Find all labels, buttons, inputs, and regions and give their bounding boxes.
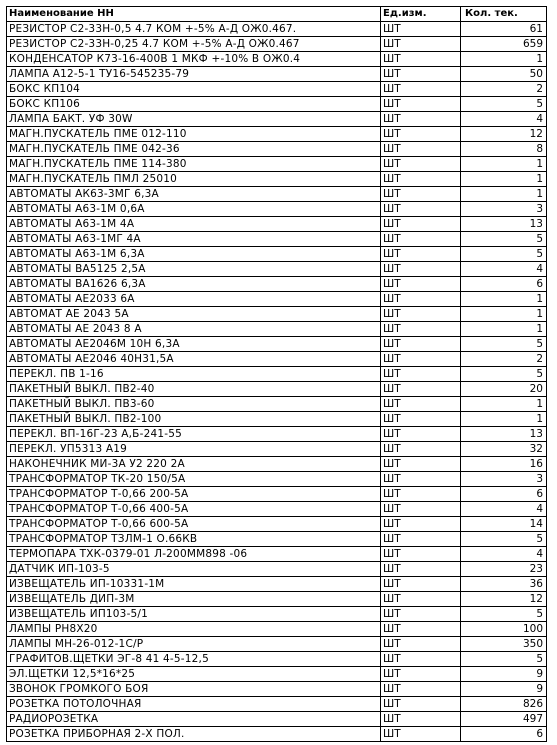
table-row bbox=[7, 22, 547, 37]
cell-unit: ШТ bbox=[381, 82, 461, 97]
cell-qty: 1 bbox=[461, 52, 547, 67]
cell-unit: ШТ bbox=[381, 202, 461, 217]
cell-unit: ШТ bbox=[381, 52, 461, 67]
cell-unit: ШТ bbox=[381, 592, 461, 607]
cell-unit: ШТ bbox=[381, 247, 461, 262]
cell-qty: 3 bbox=[461, 202, 547, 217]
table-row bbox=[7, 142, 547, 157]
table-row bbox=[7, 202, 547, 217]
header-row bbox=[7, 7, 547, 22]
cell-unit: ШТ bbox=[381, 502, 461, 517]
cell-qty: 2 bbox=[461, 82, 547, 97]
table-row bbox=[7, 382, 547, 397]
cell-unit: ШТ bbox=[381, 547, 461, 562]
cell-qty: 5 bbox=[461, 337, 547, 352]
table-row bbox=[7, 352, 547, 367]
table-row bbox=[7, 157, 547, 172]
table-row bbox=[7, 412, 547, 427]
cell-unit: ШТ bbox=[381, 322, 461, 337]
cell-unit: ШТ bbox=[381, 382, 461, 397]
table-row bbox=[7, 667, 547, 682]
cell-name: ИЗВЕЩАТЕЛЬ ИП103-5/1 bbox=[7, 607, 381, 622]
cell-unit: ШТ bbox=[381, 262, 461, 277]
cell-name: ЗВОНОК ГРОМКОГО БОЯ bbox=[7, 682, 381, 697]
table-row bbox=[7, 322, 547, 337]
table-row bbox=[7, 37, 547, 52]
cell-name: КОНДЕНСАТОР К73-16-400В 1 МКФ +-10% В ОЖ0.4 bbox=[7, 52, 381, 67]
cell-name: ЛАМПЫ МН-26-012-1С/Р bbox=[7, 637, 381, 652]
table-row bbox=[7, 652, 547, 667]
table-row bbox=[7, 337, 547, 352]
cell-unit: ШТ bbox=[381, 337, 461, 352]
cell-name: МАГН.ПУСКАТЕЛЬ ПМЕ 012-110 bbox=[7, 127, 381, 142]
cell-name: АВТОМАТЫ АК63-3МГ 6,3А bbox=[7, 187, 381, 202]
cell-unit: ШТ bbox=[381, 667, 461, 682]
table-row bbox=[7, 277, 547, 292]
cell-unit: ШТ bbox=[381, 697, 461, 712]
table-row bbox=[7, 502, 547, 517]
cell-qty: 5 bbox=[461, 232, 547, 247]
cell-unit: ШТ bbox=[381, 157, 461, 172]
table-row bbox=[7, 622, 547, 637]
cell-qty: 2 bbox=[461, 352, 547, 367]
cell-unit: ШТ bbox=[381, 277, 461, 292]
cell-unit: ШТ bbox=[381, 532, 461, 547]
cell-name: РЕЗИСТОР С2-33Н-0,25 4.7 КОМ +-5% А-Д ОЖ0.467 bbox=[7, 37, 381, 52]
cell-unit: ШТ bbox=[381, 562, 461, 577]
cell-unit: ШТ bbox=[381, 487, 461, 502]
table-row bbox=[7, 442, 547, 457]
table-row bbox=[7, 262, 547, 277]
table-row bbox=[7, 307, 547, 322]
cell-name: МАГН.ПУСКАТЕЛЬ ПМЛ 25010 bbox=[7, 172, 381, 187]
cell-name: ИЗВЕЩАТЕЛЬ ДИП-3М bbox=[7, 592, 381, 607]
table-row bbox=[7, 367, 547, 382]
cell-unit: ШТ bbox=[381, 427, 461, 442]
cell-unit: ШТ bbox=[381, 637, 461, 652]
cell-unit: ШТ bbox=[381, 142, 461, 157]
table-row bbox=[7, 232, 547, 247]
cell-name: РОЗЕТКА ПРИБОРНАЯ 2-Х ПОЛ. bbox=[7, 727, 381, 742]
cell-unit: ШТ bbox=[381, 517, 461, 532]
cell-name: РЕЗИСТОР С2-33Н-0,5 4.7 КОМ +-5% А-Д ОЖ0.467. bbox=[7, 22, 381, 37]
cell-unit: ШТ bbox=[381, 682, 461, 697]
cell-name: ГРАФИТОВ.ЩЕТКИ ЭГ-8 41 4-5-12,5 bbox=[7, 652, 381, 667]
cell-name: АВТОМАТЫ А63-1М 4А bbox=[7, 217, 381, 232]
table-row bbox=[7, 97, 547, 112]
table-row bbox=[7, 712, 547, 727]
cell-qty: 9 bbox=[461, 682, 547, 697]
table-row bbox=[7, 127, 547, 142]
cell-name: АВТОМАТЫ А63-1М 0,6А bbox=[7, 202, 381, 217]
cell-unit: ШТ bbox=[381, 652, 461, 667]
cell-unit: ШТ bbox=[381, 442, 461, 457]
cell-qty: 1 bbox=[461, 307, 547, 322]
cell-qty: 61 bbox=[461, 22, 547, 37]
header-unit: Ед.изм. bbox=[381, 7, 461, 22]
table-row bbox=[7, 517, 547, 532]
cell-name: НАКОНЕЧНИК МИ-3А У2 220 2А bbox=[7, 457, 381, 472]
table-row bbox=[7, 547, 547, 562]
cell-qty: 1 bbox=[461, 172, 547, 187]
table-row bbox=[7, 487, 547, 502]
cell-qty: 32 bbox=[461, 442, 547, 457]
cell-qty: 5 bbox=[461, 532, 547, 547]
table-row bbox=[7, 172, 547, 187]
cell-name: РАДИОРОЗЕТКА bbox=[7, 712, 381, 727]
cell-qty: 5 bbox=[461, 367, 547, 382]
cell-unit: ШТ bbox=[381, 112, 461, 127]
cell-unit: ШТ bbox=[381, 127, 461, 142]
cell-unit: ШТ bbox=[381, 622, 461, 637]
cell-name: АВТОМАТЫ АЕ 2043 8 А bbox=[7, 322, 381, 337]
cell-name: ТРАНСФОРМАТОР ТЗЛМ-1 О.66КВ bbox=[7, 532, 381, 547]
cell-qty: 12 bbox=[461, 127, 547, 142]
cell-name: ТРАНСФОРМАТОР Т-0,66 200-5А bbox=[7, 487, 381, 502]
cell-qty: 350 bbox=[461, 637, 547, 652]
cell-qty: 5 bbox=[461, 652, 547, 667]
table-row bbox=[7, 247, 547, 262]
cell-unit: ШТ bbox=[381, 187, 461, 202]
cell-qty: 16 bbox=[461, 457, 547, 472]
cell-name: ПАКЕТНЫЙ ВЫКЛ. ПВ2-100 bbox=[7, 412, 381, 427]
cell-qty: 3 bbox=[461, 472, 547, 487]
cell-unit: ШТ bbox=[381, 232, 461, 247]
cell-qty: 5 bbox=[461, 247, 547, 262]
table-row bbox=[7, 427, 547, 442]
cell-qty: 1 bbox=[461, 397, 547, 412]
table-row bbox=[7, 532, 547, 547]
table-row bbox=[7, 187, 547, 202]
cell-qty: 4 bbox=[461, 262, 547, 277]
cell-qty: 20 bbox=[461, 382, 547, 397]
cell-qty: 1 bbox=[461, 292, 547, 307]
cell-qty: 100 bbox=[461, 622, 547, 637]
cell-unit: ШТ bbox=[381, 67, 461, 82]
cell-qty: 6 bbox=[461, 277, 547, 292]
table-row bbox=[7, 727, 547, 742]
cell-qty: 4 bbox=[461, 502, 547, 517]
cell-qty: 9 bbox=[461, 667, 547, 682]
cell-qty: 12 bbox=[461, 592, 547, 607]
cell-unit: ШТ bbox=[381, 472, 461, 487]
cell-name: ЭЛ.ЩЕТКИ 12,5*16*25 bbox=[7, 667, 381, 682]
table-row bbox=[7, 217, 547, 232]
cell-name: АВТОМАТЫ ВА5125 2,5А bbox=[7, 262, 381, 277]
inventory-sheet bbox=[6, 6, 546, 742]
cell-name: БОКС КП104 bbox=[7, 82, 381, 97]
cell-name: АВТОМАТЫ А63-1М 6,3А bbox=[7, 247, 381, 262]
cell-name: ЛАМПЫ РН8Х20 bbox=[7, 622, 381, 637]
cell-unit: ШТ bbox=[381, 22, 461, 37]
table-row bbox=[7, 637, 547, 652]
cell-unit: ШТ bbox=[381, 37, 461, 52]
cell-name: ТРАНСФОРМАТОР Т-0,66 400-5А bbox=[7, 502, 381, 517]
cell-unit: ШТ bbox=[381, 457, 461, 472]
cell-qty: 23 bbox=[461, 562, 547, 577]
cell-name: АВТОМАТЫ АЕ2046М 10Н 6,3А bbox=[7, 337, 381, 352]
cell-name: БОКС КП106 bbox=[7, 97, 381, 112]
cell-qty: 5 bbox=[461, 607, 547, 622]
cell-unit: ШТ bbox=[381, 217, 461, 232]
cell-unit: ШТ bbox=[381, 307, 461, 322]
cell-name: РОЗЕТКА ПОТОЛОЧНАЯ bbox=[7, 697, 381, 712]
cell-qty: 1 bbox=[461, 322, 547, 337]
cell-qty: 1 bbox=[461, 157, 547, 172]
cell-qty: 1 bbox=[461, 412, 547, 427]
cell-unit: ШТ bbox=[381, 577, 461, 592]
table-row bbox=[7, 592, 547, 607]
cell-unit: ШТ bbox=[381, 607, 461, 622]
cell-name: ПАКЕТНЫЙ ВЫКЛ. ПВ2-40 bbox=[7, 382, 381, 397]
cell-qty: 4 bbox=[461, 112, 547, 127]
cell-unit: ШТ bbox=[381, 97, 461, 112]
cell-name: АВТОМАТ АЕ 2043 5А bbox=[7, 307, 381, 322]
table-row bbox=[7, 607, 547, 622]
cell-name: АВТОМАТЫ АЕ2046 40Н31,5А bbox=[7, 352, 381, 367]
cell-name: ПЕРЕКЛ. ВП-16Г-23 А,Б-241-55 bbox=[7, 427, 381, 442]
table-row bbox=[7, 457, 547, 472]
cell-name: ТРАНСФОРМАТОР Т-0,66 600-5А bbox=[7, 517, 381, 532]
table-row bbox=[7, 292, 547, 307]
header-name: Наименование НН bbox=[7, 7, 381, 22]
cell-unit: ШТ bbox=[381, 712, 461, 727]
table-body bbox=[7, 22, 547, 742]
cell-name: АВТОМАТЫ ВА1626 6,3А bbox=[7, 277, 381, 292]
cell-qty: 4 bbox=[461, 547, 547, 562]
cell-unit: ШТ bbox=[381, 172, 461, 187]
table-row bbox=[7, 697, 547, 712]
cell-unit: ШТ bbox=[381, 727, 461, 742]
cell-unit: ШТ bbox=[381, 292, 461, 307]
cell-qty: 659 bbox=[461, 37, 547, 52]
cell-qty: 6 bbox=[461, 727, 547, 742]
cell-qty: 5 bbox=[461, 97, 547, 112]
cell-qty: 13 bbox=[461, 427, 547, 442]
cell-name: МАГН.ПУСКАТЕЛЬ ПМЕ 042-36 bbox=[7, 142, 381, 157]
cell-name: ИЗВЕЩАТЕЛЬ ИП-10331-1М bbox=[7, 577, 381, 592]
cell-unit: ШТ bbox=[381, 412, 461, 427]
cell-name: ТЕРМОПАРА ТХК-0379-01 Л-200ММ898 -06 bbox=[7, 547, 381, 562]
table-row bbox=[7, 112, 547, 127]
cell-qty: 36 bbox=[461, 577, 547, 592]
cell-name: МАГН.ПУСКАТЕЛЬ ПМЕ 114-380 bbox=[7, 157, 381, 172]
cell-unit: ШТ bbox=[381, 397, 461, 412]
table-row bbox=[7, 562, 547, 577]
cell-unit: ШТ bbox=[381, 352, 461, 367]
cell-name: АВТОМАТЫ АЕ2033 6А bbox=[7, 292, 381, 307]
cell-qty: 497 bbox=[461, 712, 547, 727]
table-row bbox=[7, 52, 547, 67]
cell-name: ПАКЕТНЫЙ ВЫКЛ. ПВ3-60 bbox=[7, 397, 381, 412]
table-row bbox=[7, 397, 547, 412]
cell-qty: 13 bbox=[461, 217, 547, 232]
cell-name: ДАТЧИК ИП-103-5 bbox=[7, 562, 381, 577]
cell-qty: 826 bbox=[461, 697, 547, 712]
cell-qty: 50 bbox=[461, 67, 547, 82]
header-qty: Кол. тек. bbox=[461, 7, 547, 22]
cell-qty: 14 bbox=[461, 517, 547, 532]
cell-qty: 1 bbox=[461, 187, 547, 202]
cell-name: ТРАНСФОРМАТОР ТК-20 150/5А bbox=[7, 472, 381, 487]
cell-qty: 6 bbox=[461, 487, 547, 502]
table-row bbox=[7, 577, 547, 592]
cell-name: ПЕРЕКЛ. УП5313 А19 bbox=[7, 442, 381, 457]
cell-unit: ШТ bbox=[381, 367, 461, 382]
cell-name: ПЕРЕКЛ. ПВ 1-16 bbox=[7, 367, 381, 382]
cell-name: ЛАМПА БАКТ. УФ 30W bbox=[7, 112, 381, 127]
cell-name: АВТОМАТЫ А63-1МГ 4А bbox=[7, 232, 381, 247]
cell-name: ЛАМПА А12-5-1 ТУ16-545235-79 bbox=[7, 67, 381, 82]
cell-qty: 8 bbox=[461, 142, 547, 157]
table-row bbox=[7, 472, 547, 487]
table-row bbox=[7, 67, 547, 82]
table-row bbox=[7, 82, 547, 97]
table-row bbox=[7, 682, 547, 697]
inventory-table bbox=[6, 6, 547, 742]
